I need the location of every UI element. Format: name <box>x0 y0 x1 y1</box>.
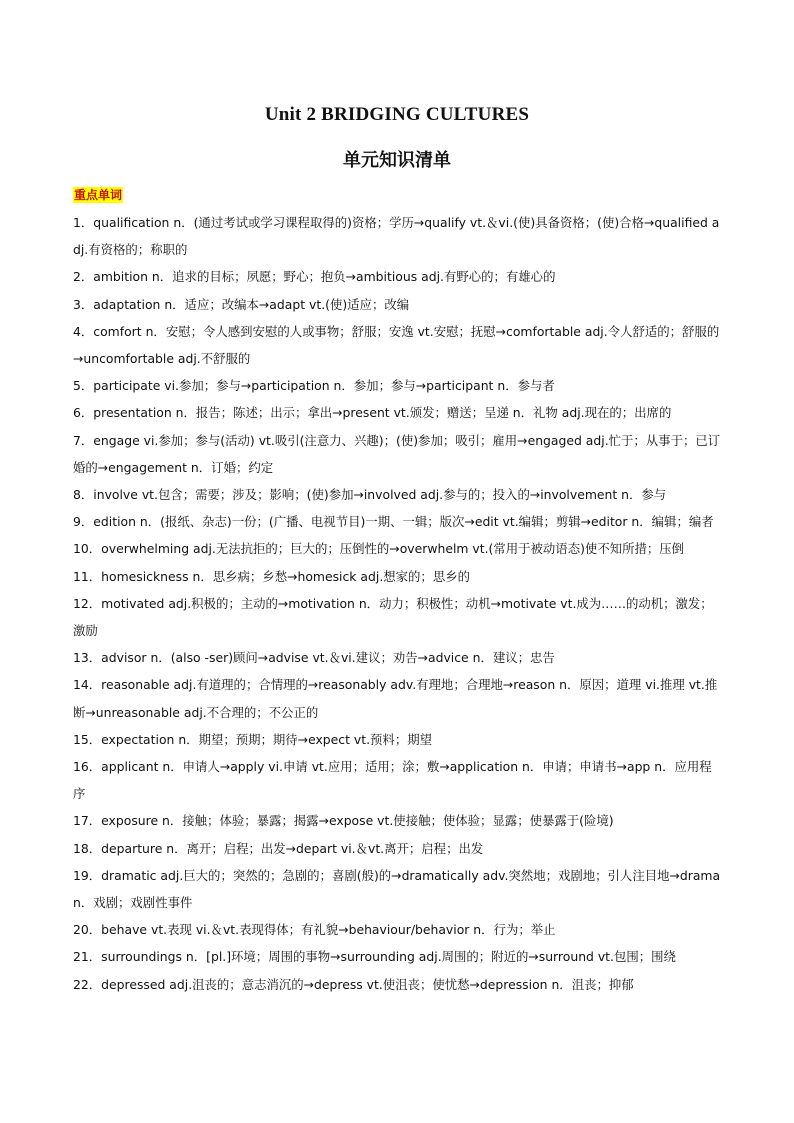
vocab-entry: 19．dramatic adj.巨大的；突然的；急剧的；喜剧(般)的→dramatically adv.突然地；戏剧地；引人注目地→drama n．戏剧；戏剧性事件 <box>73 867 721 911</box>
vocab-entry: 21．surroundings n．[pl.]环境；周围的事物→surrounding adj.周围的；附近的→surround vt.包围；围绕 <box>73 949 676 965</box>
vocab-entry: 15．expectation n．期望；预期；期待→expect vt.预料；期望 <box>73 731 432 747</box>
vocab-entry: 1．qualification n．(通过考试或学习课程取得的)资格；学历→qualify vt.＆vi.(使)具备资格；(使)合格→qualified adj.有资格的；称职的 <box>73 215 720 258</box>
vocab-entry: 5．participate vi.参加；参与→participation n．参加；参与→participant n．参与者 <box>73 378 555 394</box>
vocabulary-list <box>73 209 723 998</box>
vocab-entry: 13．advisor n．(also -ser)顾问→advise vt.＆vi.建议；劝告→advice n．建议；忠告 <box>73 650 555 666</box>
vocab-entry: 16．applicant n．申请人→apply vi.申请 vt.应用；适用；涂；敷→application n．申请；申请书→app n．应用程序 <box>73 759 712 802</box>
page-subtitle: 单元知识清单 <box>343 150 451 171</box>
section-label-key-words: 重点单词 <box>74 188 123 202</box>
vocab-entry: 6．presentation n．报告；陈述；出示；拿出→present vt.颁发；赠送；呈递 n．礼物 adj.现在的；出席的 <box>73 405 672 421</box>
vocab-entry: 10．overwhelming adj.无法抗拒的；巨大的；压倒性的→overwhelm vt.(常用于被动语态)使不知所措；压倒 <box>73 541 685 557</box>
vocab-entry: 20．behave vt.表现 vi.＆vt.表现得体；有礼貌→behaviour/behavior n．行为；举止 <box>73 922 556 938</box>
vocab-entry: 12．motivated adj.积极的；主动的→motivation n．动力；积极性；动机→motivate vt.成为……的动机；激发；激励 <box>73 595 713 639</box>
page-title: Unit 2 BRIDGING CULTURES <box>264 104 530 125</box>
vocab-entry: 22．depressed adj.沮丧的；意志消沉的→depress vt.使沮丧；使忧愁→depression n．沮丧；抑郁 <box>73 976 634 992</box>
vocab-entry: 4．comfort n．安慰；令人感到安慰的人或事物；舒服；安逸 vt.安慰；抚慰→comfortable adj.令人舒适的；舒服的→uncomfortable adj.不舒服的 <box>73 323 720 367</box>
vocab-entry: 7．engage vi.参加；参与(活动) vt.吸引(注意力、兴趣)；(使)参加；吸引；雇用→engaged adj.忙于；从事于；已订婚的→engagement n．订婚；约定 <box>73 432 721 475</box>
vocab-entry: 2．ambition n．追求的目标；夙愿；野心；抱负→ambitious adj.有野心的；有雄心的 <box>73 269 556 285</box>
vocab-entry: 8．involve vt.包含；需要；涉及；影响；(使)参加→involved adj.参与的；投入的→involvement n．参与 <box>73 487 667 503</box>
vocab-entry: 14．reasonable adj.有道理的；合情理的→reasonably adv.有理地；合理地→reason n．原因；道理 vi.推理 vt.推断→unreasonable adj.不合理的；不公正的 <box>73 677 718 720</box>
vocab-entry: 17．exposure n．接触；体验；暴露；揭露→expose vt.使接触；使体验；显露；使暴露于(险境) <box>73 813 614 829</box>
vocab-entry: 18．departure n．离开；启程；出发→depart vi.＆vt.离开；启程；出发 <box>73 840 484 856</box>
vocab-entry: 11．homesickness n．思乡病；乡愁→homesick adj.想家的；思乡的 <box>73 568 470 584</box>
vocab-entry: 3．adaptation n．适应；改编本→adapt vt.(使)适应；改编 <box>73 296 410 312</box>
vocab-entry: 9．edition n．(报纸、杂志)一份；(广播、电视节目)一期、一辑；版次→edit vt.编辑；剪辑→editor n．编辑；编者 <box>73 514 714 530</box>
